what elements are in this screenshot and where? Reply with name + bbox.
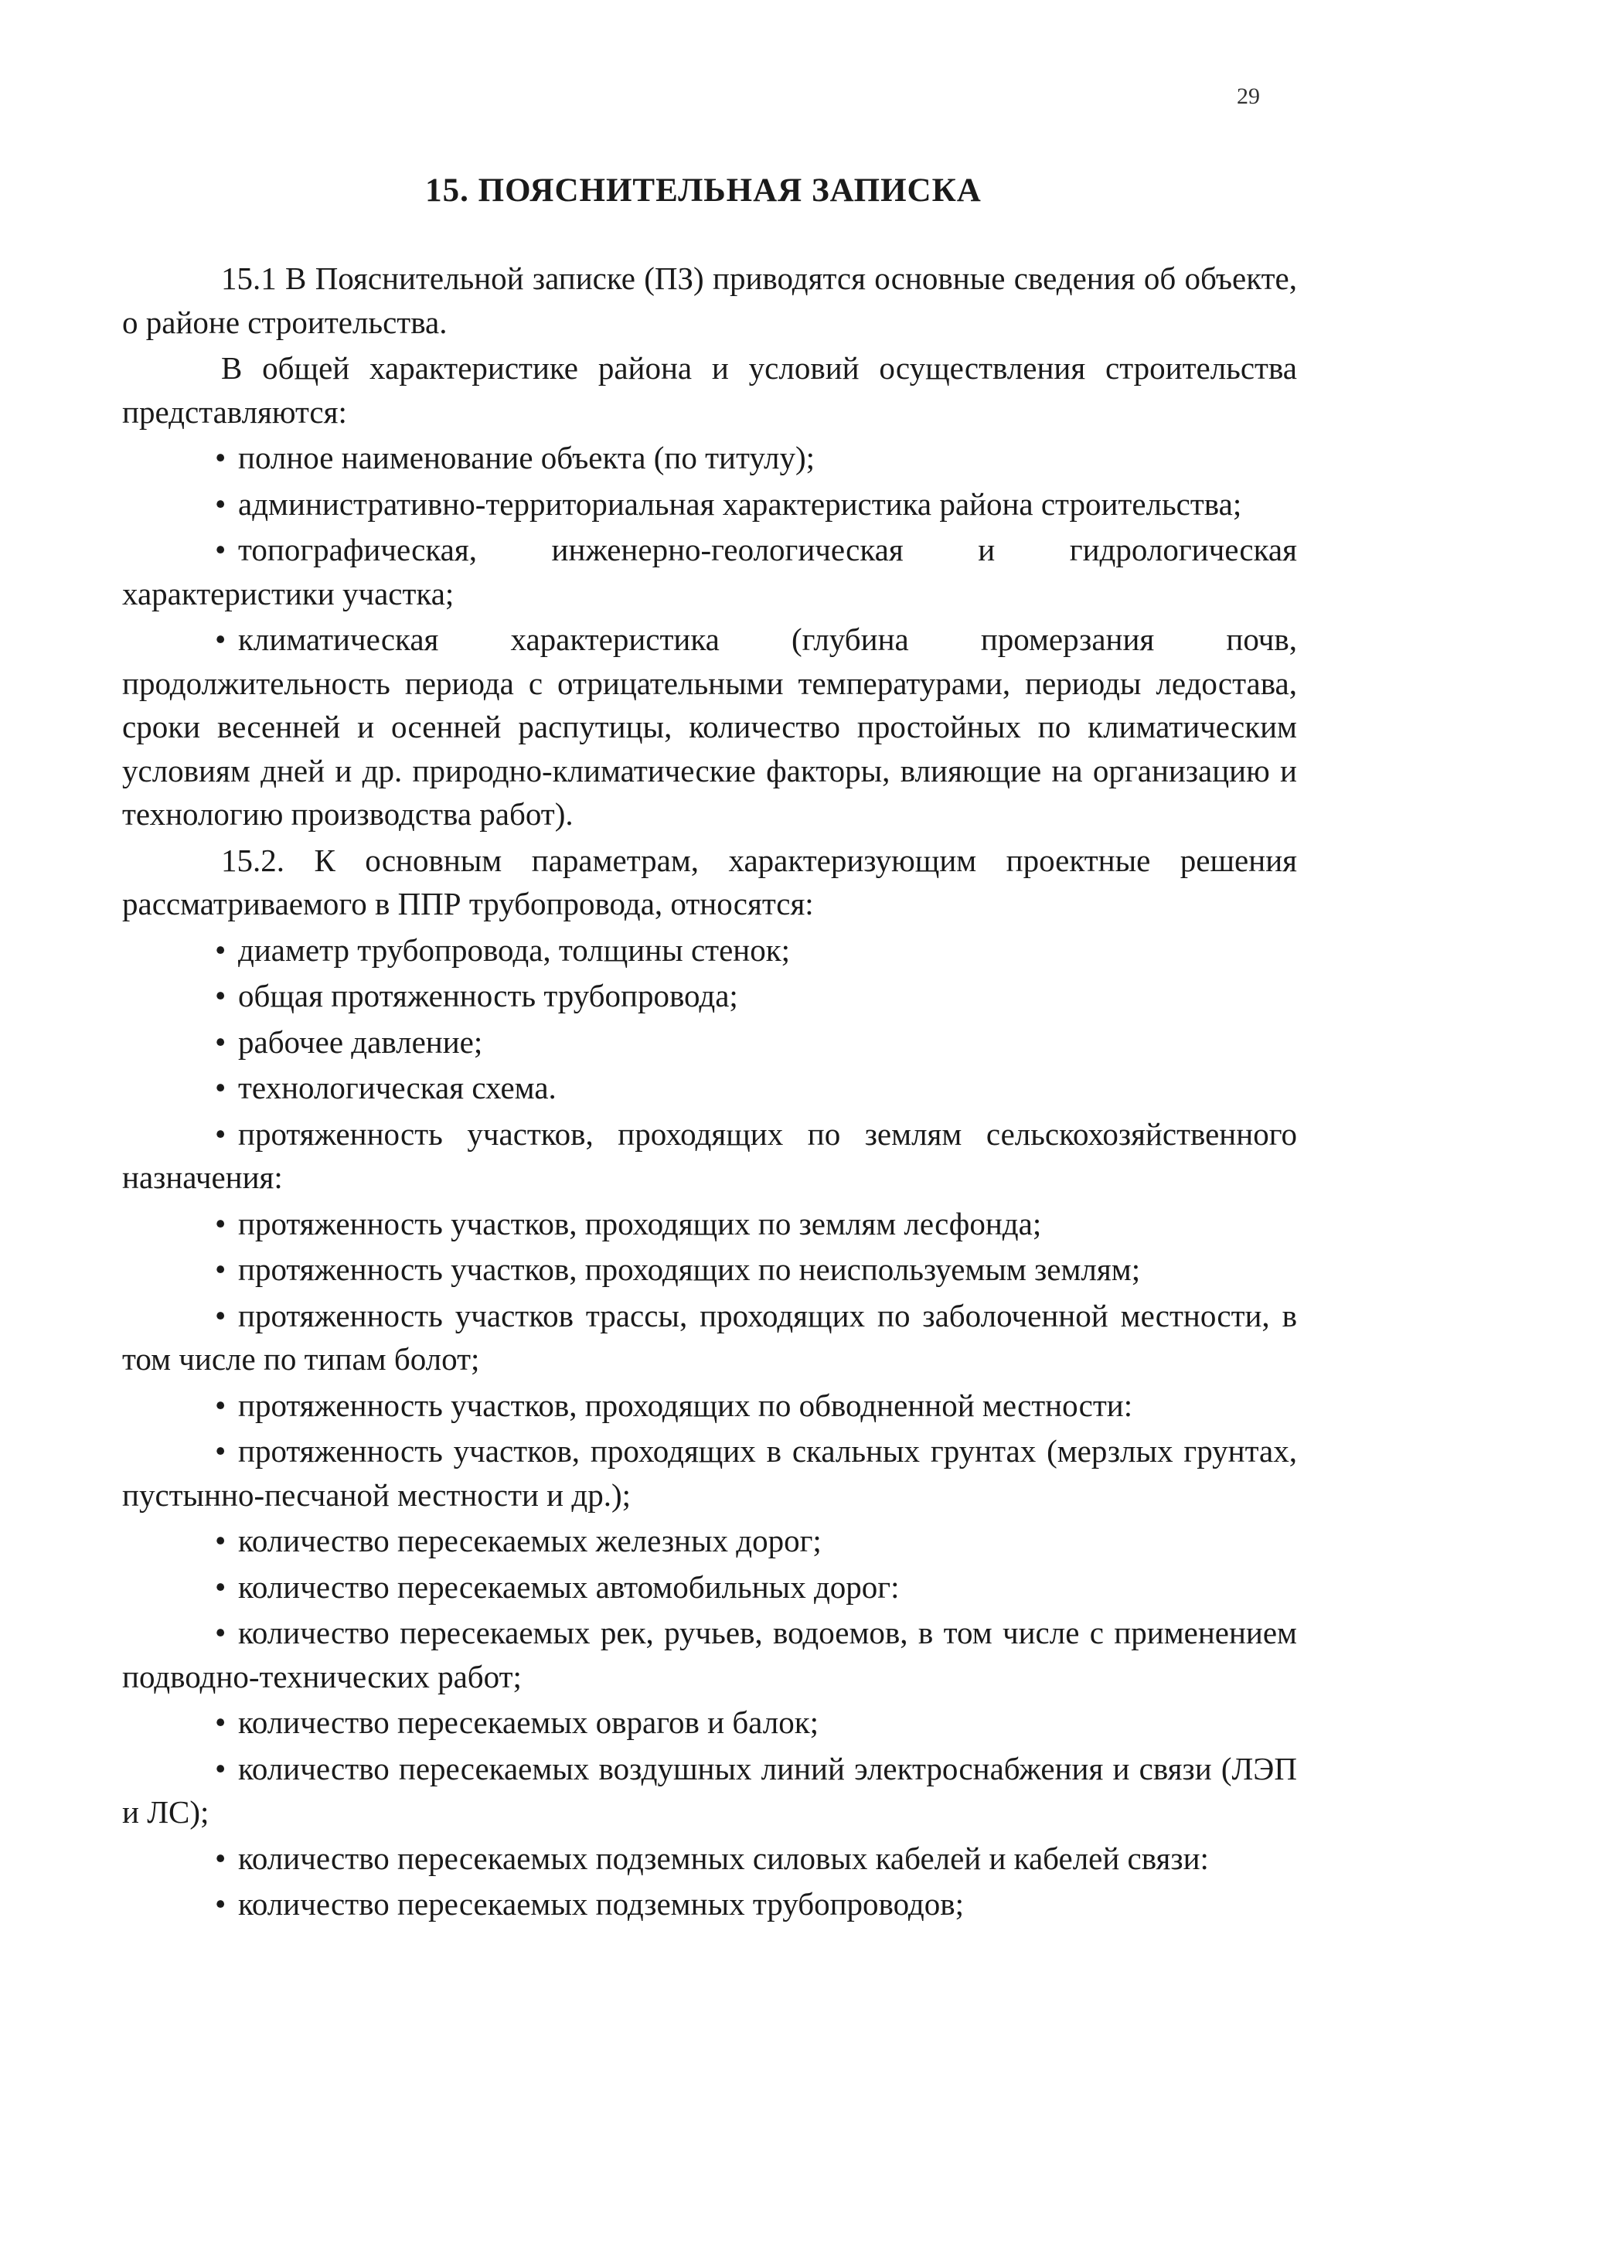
list-item-text: количество пересекаемых оврагов и балок; [238, 1704, 819, 1740]
characteristics-list [122, 436, 1297, 836]
list-item [122, 1294, 1297, 1381]
list-item [122, 436, 1297, 480]
list-item-text: топографическая, инженерно-геологическая и гидрологическая характеристики участка; [122, 532, 1297, 611]
parameters-list [122, 928, 1297, 1926]
list-item [122, 1837, 1297, 1881]
bullet-icon: • [215, 1568, 226, 1605]
list-item [122, 528, 1297, 615]
list-item [122, 1611, 1297, 1698]
list-item-text: протяженность участков трассы, проходящих по заболоченной местности, в том числе по типам болот; [122, 1297, 1297, 1377]
bullet-icon: • [215, 485, 226, 522]
list-item [122, 1882, 1297, 1926]
list-item-text: протяженность участков, проходящих по землям лесфонда; [238, 1205, 1042, 1241]
bullet-icon: • [215, 931, 226, 968]
bullet-icon: • [215, 1297, 226, 1333]
bullet-icon: • [215, 1387, 226, 1423]
list-item [122, 1519, 1297, 1563]
list-item-text: количество пересекаемых автомобильных дорог: [238, 1568, 900, 1605]
list-item [122, 1248, 1297, 1292]
list-item [122, 618, 1297, 836]
bullet-icon: • [215, 1433, 226, 1469]
list-item [122, 1112, 1297, 1200]
paragraph-general-characteristics: В общей характеристике района и условий осуществления строительства представляются: [122, 350, 1297, 430]
list-item [122, 1020, 1297, 1064]
list-item-text: диаметр трубопровода, толщины стенок; [238, 931, 791, 968]
list-item [122, 1202, 1297, 1246]
list-item-text: административно-территориальная характеристика района строительства; [238, 485, 1242, 522]
list-item [122, 974, 1297, 1018]
bullet-icon: • [215, 1023, 226, 1060]
bullet-icon: • [215, 1615, 226, 1650]
bullet-icon: • [215, 1750, 226, 1786]
list-item [122, 1066, 1297, 1110]
list-item [122, 482, 1297, 526]
list-item-text: протяженность участков, проходящих в скальных грунтах (мерзлых грунтах, пустынно-песчаной местности и др.); [122, 1433, 1297, 1513]
bullet-icon: • [215, 978, 226, 1013]
list-item-text: технологическая схема. [238, 1070, 557, 1105]
paragraph-15-1: 15.1 В Пояснительной записке (ПЗ) приводятся основные сведения об объекте, о районе строительства. [122, 261, 1297, 340]
list-item-text: полное наименование объекта (по титулу); [238, 440, 815, 475]
bullet-icon: • [215, 1886, 226, 1922]
list-item-text: протяженность участков, проходящих по неиспользуемым землям; [238, 1251, 1141, 1287]
bullet-icon: • [215, 1523, 226, 1558]
page-number: 29 [1237, 83, 1260, 109]
list-item-text: протяженность участков, проходящих по обводненной местности: [238, 1387, 1133, 1423]
bullet-icon: • [215, 1070, 226, 1105]
bullet-icon: • [215, 621, 226, 657]
paragraph-15-2: 15.2. К основным параметрам, характеризующим проектные решения рассматриваемого в ППР трубопровода, относятся: [122, 842, 1297, 921]
document-body [122, 257, 1297, 1929]
list-item [122, 1747, 1297, 1834]
list-item-text: протяженность участков, проходящих по землям сельскохозяйственного назначения: [122, 1115, 1297, 1195]
bullet-icon: • [215, 1251, 226, 1287]
list-item-text: количество пересекаемых подземных трубопроводов; [238, 1886, 965, 1922]
list-item [122, 928, 1297, 972]
list-item-text: количество пересекаемых рек, ручьев, водоемов, в том числе с применением подводно-технических работ; [122, 1615, 1297, 1694]
list-item-text: общая протяженность трубопровода; [238, 978, 738, 1013]
bullet-icon: • [215, 1840, 226, 1876]
list-item [122, 1701, 1297, 1745]
list-item-text: количество пересекаемых воздушных линий электроснабжения и связи (ЛЭП и ЛС); [122, 1750, 1297, 1830]
section-title: 15. ПОЯСНИТЕЛЬНАЯ ЗАПИСКА [425, 172, 982, 209]
list-item [122, 1384, 1297, 1428]
bullet-icon: • [215, 532, 226, 567]
list-item-text: количество пересекаемых железных дорог; [238, 1523, 822, 1558]
list-item-text: количество пересекаемых подземных силовых кабелей и кабелей связи: [238, 1840, 1209, 1876]
bullet-icon: • [215, 1704, 226, 1740]
bullet-icon: • [215, 440, 226, 475]
bullet-icon: • [215, 1115, 226, 1152]
list-item-text: климатическая характеристика (глубина промерзания почв, продолжительность периода с отрицательными температурами, периоды ледостава, сроки весенней и осенней распутицы, количество простойных по климатическим условиям дней и др. природно-климатические факторы, влияющие на организацию и технологию производства работ). [122, 621, 1297, 832]
list-item [122, 1429, 1297, 1517]
bullet-icon: • [215, 1205, 226, 1241]
list-item-text: рабочее давление; [238, 1023, 483, 1060]
list-item [122, 1565, 1297, 1609]
